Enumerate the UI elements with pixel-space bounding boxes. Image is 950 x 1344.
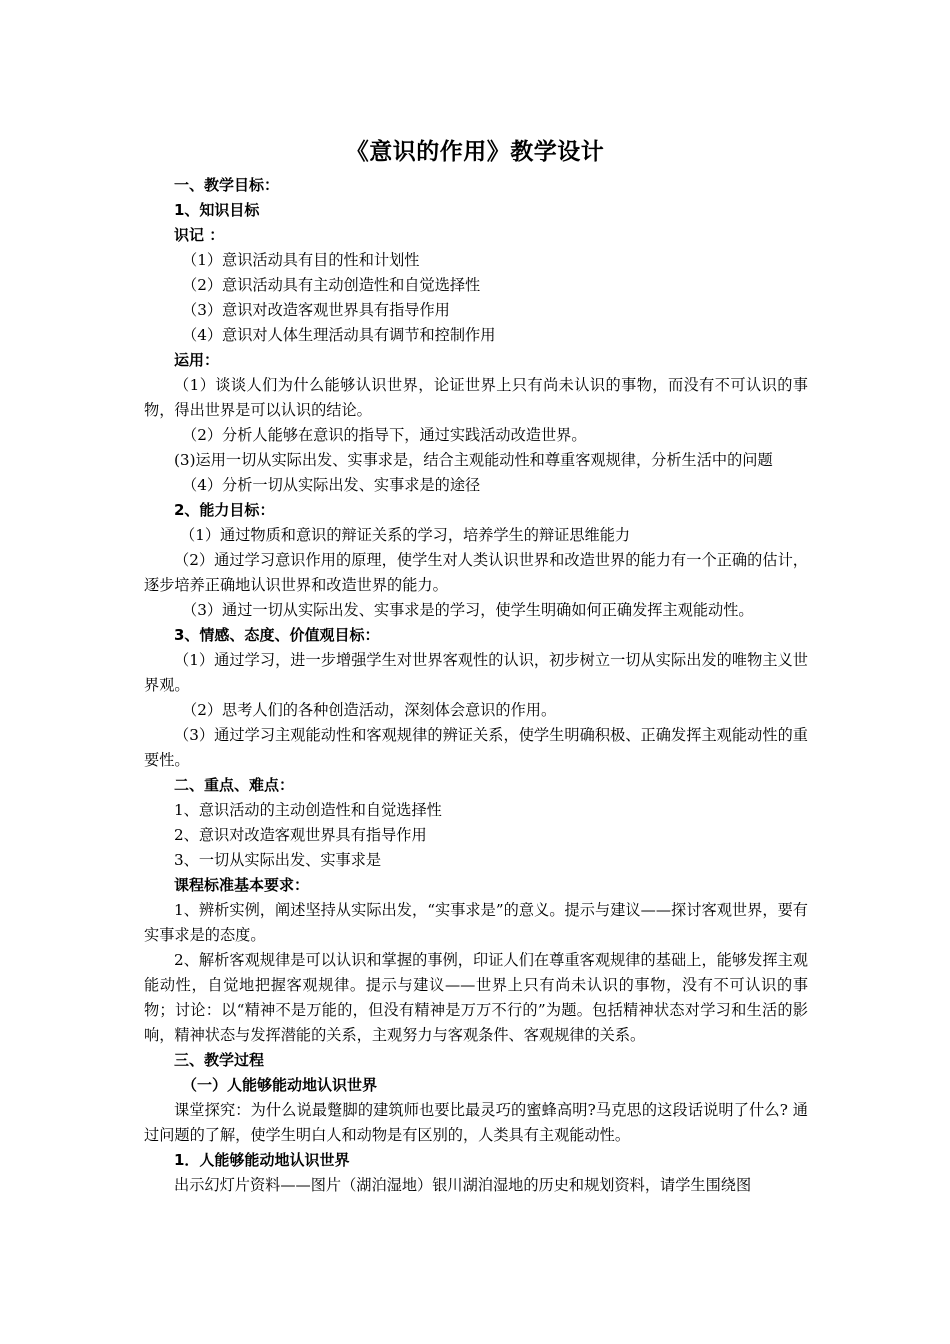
paragraph: （1）通过物质和意识的辩证关系的学习，培养学生的辩证思维能力 — [180, 526, 631, 544]
paragraph: 课堂探究：为什么说最蹩脚的建筑师也要比最灵巧的蜜蜂高明?马克思的这段话说明了什么? 通过问题的了解，使学生明白人和动物是有区别的，人类具有主观能动性。 — [144, 1101, 808, 1144]
paragraph: （3）意识对改造客观世界具有指导作用 — [182, 301, 450, 319]
paragraph: （2）意识活动具有主动创造性和自觉选择性 — [182, 276, 481, 294]
paragraph: （2）分析人能够在意识的指导下，通过实践活动改造世界。 — [182, 426, 587, 444]
section-heading: 课程标准基本要求： — [174, 876, 310, 894]
document-title: 《意识的作用》教学设计 — [345, 139, 605, 165]
document-body — [144, 173, 808, 1198]
paragraph: 1、辨析实例，阐述坚持从实际出发，“实事求是”的意义。提示与建议——探讨客观世界，要有实事求是的态度。 — [144, 901, 808, 944]
section-heading: 二、重点、难点： — [174, 776, 295, 794]
section-heading: 运用： — [174, 351, 220, 369]
paragraph: 2、解析客观规律是可以认识和掌握的事例，印证人们在尊重客观规律的基础上，能够发挥主观能动性，自觉地把握客观规律。提示与建议——世界上只有尚未认识的事物，没有不可认识的事物；讨论：以“精神不是万能的，但没有精神是万万不行的”为题。包括精神状态对学习和生活的影响，精神状态与发挥潜能的关系，主观努力与客观条件、客观规律的关系。 — [144, 951, 808, 1044]
paragraph: 3、一切从实际出发、实事求是 — [174, 851, 382, 869]
paragraph: （4）意识对人体生理活动具有调节和控制作用 — [182, 326, 496, 344]
section-heading: 一、教学目标： — [174, 176, 280, 194]
section-heading: 1、知识目标 — [174, 201, 260, 219]
section-heading: 识记 ： — [174, 226, 225, 244]
section-heading: 三、教学过程 — [174, 1051, 265, 1069]
paragraph: 2、意识对改造客观世界具有指导作用 — [174, 826, 427, 844]
paragraph: （2）通过学习意识作用的原理，使学生对人类认识世界和改造世界的能力有一个正确的估计，逐步培养正确地认识世界和改造世界的能力。 — [144, 551, 808, 594]
paragraph: （3）通过学习主观能动性和客观规律的辨证关系，使学生明确积极、正确发挥主观能动性的重要性。 — [144, 726, 808, 769]
paragraph: （2）思考人们的各种创造活动，深刻体会意识的作用。 — [182, 701, 557, 719]
paragraph: （1）意识活动具有目的性和计划性 — [182, 251, 420, 269]
section-heading: （一）人能够能动地认识世界 — [182, 1076, 378, 1094]
section-heading: 2、能力目标： — [174, 501, 275, 519]
paragraph: （4）分析一切从实际出发、实事求是的途径 — [182, 476, 481, 494]
paragraph: （1）通过学习，进一步增强学生对世界客观性的认识，初步树立一切从实际出发的唯物主义世界观。 — [144, 651, 808, 694]
paragraph: 1、意识活动的主动创造性和自觉选择性 — [174, 801, 442, 819]
paragraph: （3）通过一切从实际出发、实事求是的学习，使学生明确如何正确发挥主观能动性。 — [182, 601, 754, 619]
paragraph: （1）谈谈人们为什么能够认识世界，论证世界上只有尚未认识的事物，而没有不可认识的事物，得出世界是可以认识的结论。 — [144, 376, 808, 419]
section-heading: 3、情感、态度、价值观目标： — [174, 626, 380, 644]
section-heading: 1．人能够能动地认识世界 — [174, 1151, 350, 1169]
paragraph: 出示幻灯片资料——图片（湖泊湿地）银川湖泊湿地的历史和规划资料，请学生围绕图 — [174, 1176, 752, 1194]
paragraph: (3)运用一切从实际出发、实事求是，结合主观能动性和尊重客观规律，分析生活中的问题 — [174, 451, 773, 469]
